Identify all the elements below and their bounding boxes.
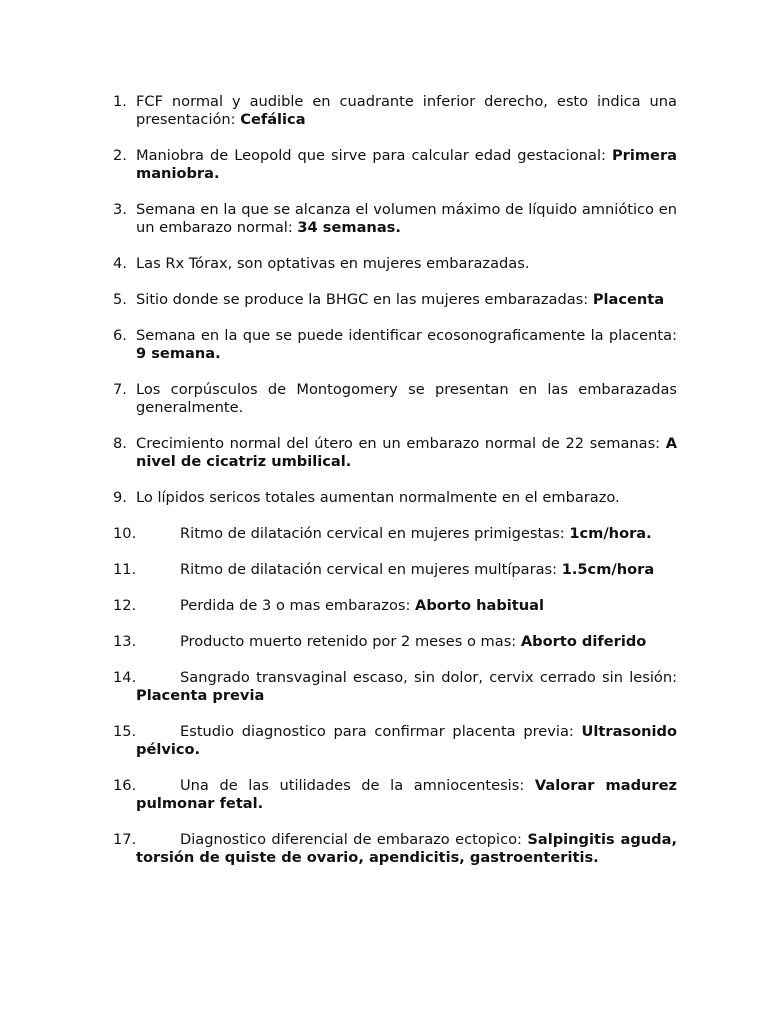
item-answer: Cefálica [240,111,306,128]
item-text: Semana en la que se alcanza el volumen máximo de líquido amniótico en un embarazo normal: [136,201,677,236]
list-item [113,147,677,183]
item-number: 10. [113,525,137,542]
list-item [113,669,677,705]
item-answer: 34 semanas. [297,219,401,236]
list-item [113,633,677,651]
list-item [113,525,677,543]
list-item [113,723,677,759]
item-text: Sangrado transvaginal escaso, sin dolor, cervix cerrado sin lesión: [180,669,677,686]
item-text: Sitio donde se produce la BHGC en las mujeres embarazadas: [136,291,593,308]
item-answer: Aborto diferido [520,633,647,650]
item-answer: Placenta [592,291,665,308]
item-number: 14. [113,669,137,686]
item-number: 11. [113,561,137,578]
item-text: Los corpúsculos de Montogomery se presentan en las embarazadas generalmente. [136,381,677,416]
item-number: 3. [113,201,127,218]
item-text: FCF normal y audible en cuadrante inferior derecho, esto indica una presentación: [136,93,677,128]
list-item [113,561,677,579]
list-item [113,327,677,363]
item-number: 4. [113,255,127,272]
item-number: 13. [113,633,137,650]
item-answer: A nivel de cicatriz umbilical. [136,435,677,470]
item-text: Lo lípidos sericos totales aumentan normalmente en el embarazo. [136,489,620,506]
item-number: 12. [113,597,137,614]
list-item [113,597,677,615]
list-item [113,291,677,309]
item-answer: 9 semana. [136,345,221,362]
item-number: 15. [113,723,137,740]
item-text: Perdida de 3 o mas embarazos: [180,597,416,614]
list-item [113,255,677,273]
list-item [113,777,677,813]
item-text: Producto muerto retenido por 2 meses o mas: [180,633,521,650]
item-number: 7. [113,381,127,398]
list-item [113,435,677,471]
list-item [113,201,677,237]
list-item [113,831,677,867]
item-answer: Placenta previa [136,687,265,704]
item-answer: 1.5cm/hora [561,561,655,578]
item-number: 17. [113,831,137,848]
item-text: Ritmo de dilatación cervical en mujeres multíparas: [180,561,562,578]
item-answer: Ultrasonido pélvico. [136,723,677,758]
item-text: Semana en la que se puede identificar ecosonograficamente la placenta: [136,327,677,344]
item-number: 8. [113,435,127,452]
item-number: 5. [113,291,127,308]
item-text: Diagnostico diferencial de embarazo ectopico: [180,831,528,848]
list-item [113,381,677,417]
item-number: 9. [113,489,127,506]
item-answer: 1cm/hora. [569,525,652,542]
question-list [113,93,677,885]
item-answer: Salpingitis aguda, torsión de quiste de ovario, apendicitis, gastroenteritis. [136,831,677,866]
item-text: Estudio diagnostico para confirmar placenta previa: [180,723,582,740]
item-answer: Primera maniobra. [136,147,677,182]
item-text: Maniobra de Leopold que sirve para calcular edad gestacional: [136,147,612,164]
item-number: 2. [113,147,127,164]
item-number: 1. [113,93,127,110]
item-text: Una de las utilidades de la amniocentesis: [180,777,535,794]
item-number: 16. [113,777,137,794]
item-answer: Valorar madurez pulmonar fetal. [136,777,677,812]
list-item [113,93,677,129]
item-number: 6. [113,327,127,344]
item-text: Crecimiento normal del útero en un embarazo normal de 22 semanas: [136,435,666,452]
list-item [113,489,677,507]
item-text: Ritmo de dilatación cervical en mujeres primigestas: [180,525,570,542]
item-answer: Aborto habitual [415,597,544,614]
item-text: Las Rx Tórax, son optativas en mujeres embarazadas. [136,255,530,272]
